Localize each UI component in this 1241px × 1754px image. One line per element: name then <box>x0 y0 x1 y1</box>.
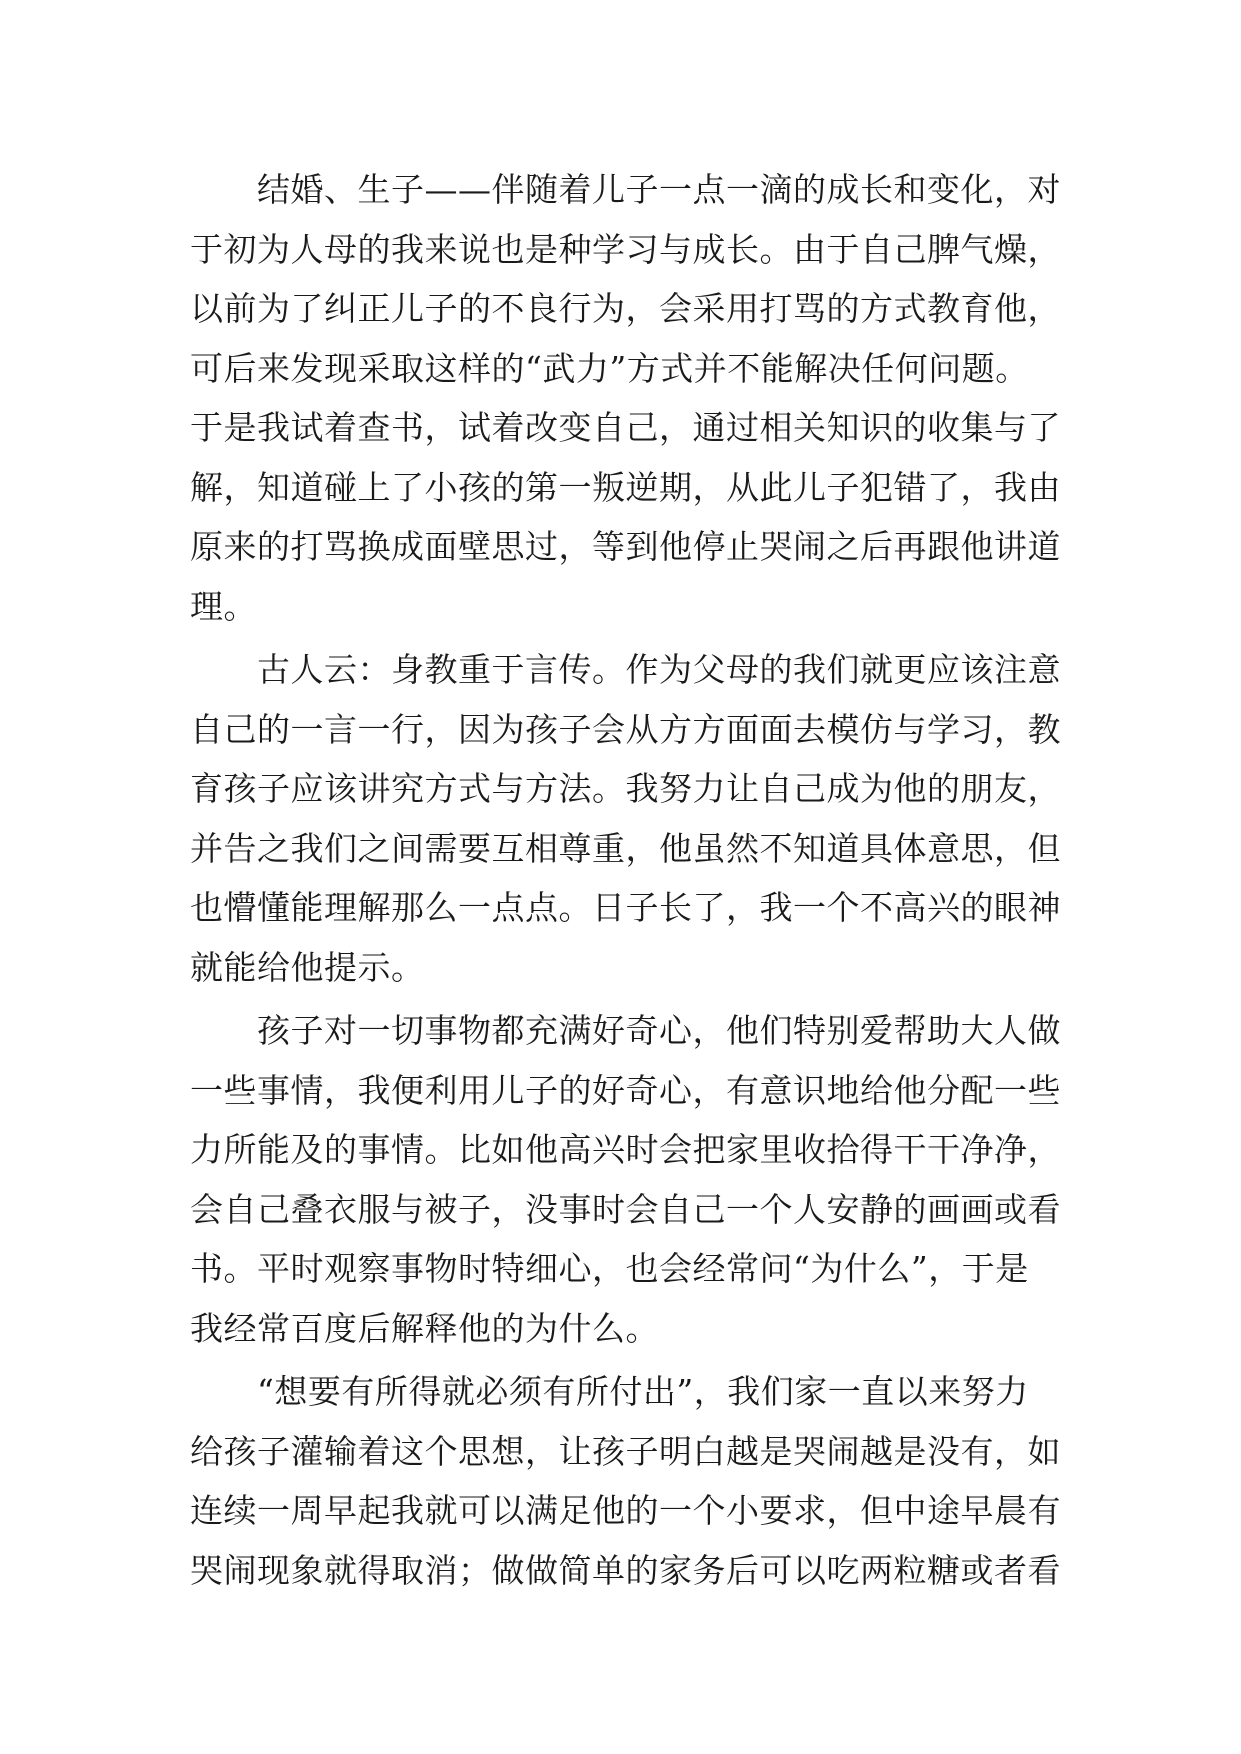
text-line: 孩子对一切事物都充满好奇心，他们特别爱帮助大人做 <box>190 1011 1061 1050</box>
paragraph-3 <box>190 1001 1070 1358</box>
text-line: 并告之我们之间需要互相尊重，他虽然不知道具体意思，但 <box>190 828 1061 868</box>
text-line: 理。 <box>190 586 257 626</box>
text-line: 一些事情，我便利用儿子的好奇心，有意识地给他分配一些 <box>190 1070 1061 1110</box>
text-line: 原来的打骂换成面壁思过，等到他停止哭闹之后再跟他讲道 <box>190 527 1061 566</box>
text-line: 也懵懂能理解那么一点点。日子长了，我一个不高兴的眼神 <box>190 888 1061 927</box>
text-line: 可后来发现采取这样的“武力”方式并不能解决任何问题。 <box>190 348 1029 388</box>
text-line: 力所能及的事情。比如他高兴时会把家里收拾得干干净净， <box>190 1130 1061 1169</box>
paragraph-2 <box>190 640 1070 997</box>
text-line: 于初为人母的我来说也是种学习与成长。由于自己脾气燥， <box>190 229 1061 269</box>
text-line: 连续一周早起我就可以满足他的一个小要求，但中途早晨有 <box>190 1491 1061 1530</box>
paragraph-4 <box>190 1362 1070 1600</box>
text-line: 结婚、生子——伴随着儿子一点一滴的成长和变化，对 <box>190 170 1061 209</box>
text-line: 以前为了纠正儿子的不良行为，会采用打骂的方式教育他， <box>190 289 1061 328</box>
paragraph-1 <box>190 160 1070 636</box>
text-line: 哭闹现象就得取消；做做简单的家务后可以吃两粒糖或者看 <box>190 1550 1061 1590</box>
text-line: “想要有所得就必须有所付出”，我们家一直以来努力 <box>190 1372 1029 1411</box>
text-line: 给孩子灌输着这个思想，让孩子明白越是哭闹越是没有，如 <box>190 1431 1061 1471</box>
text-line: 解，知道碰上了小孩的第一叛逆期，从此儿子犯错了，我由 <box>190 467 1061 507</box>
text-line: 古人云：身教重于言传。作为父母的我们就更应该注意 <box>190 650 1061 689</box>
text-line: 我经常百度后解释他的为什么。 <box>190 1308 659 1348</box>
text-line: 于是我试着查书，试着改变自己，通过相关知识的收集与了 <box>190 408 1061 447</box>
text-line: 育孩子应该讲究方式与方法。我努力让自己成为他的朋友， <box>190 769 1061 808</box>
text-line: 就能给他提示。 <box>190 947 425 987</box>
text-line: 自己的一言一行，因为孩子会从方方面面去模仿与学习，教 <box>190 709 1061 749</box>
text-line: 书。平时观察事物时特细心，也会经常问“为什么”，于是 <box>190 1249 1029 1288</box>
text-line: 会自己叠衣服与被子，没事时会自己一个人安静的画画或看 <box>190 1189 1061 1229</box>
body-text <box>190 160 1070 1600</box>
